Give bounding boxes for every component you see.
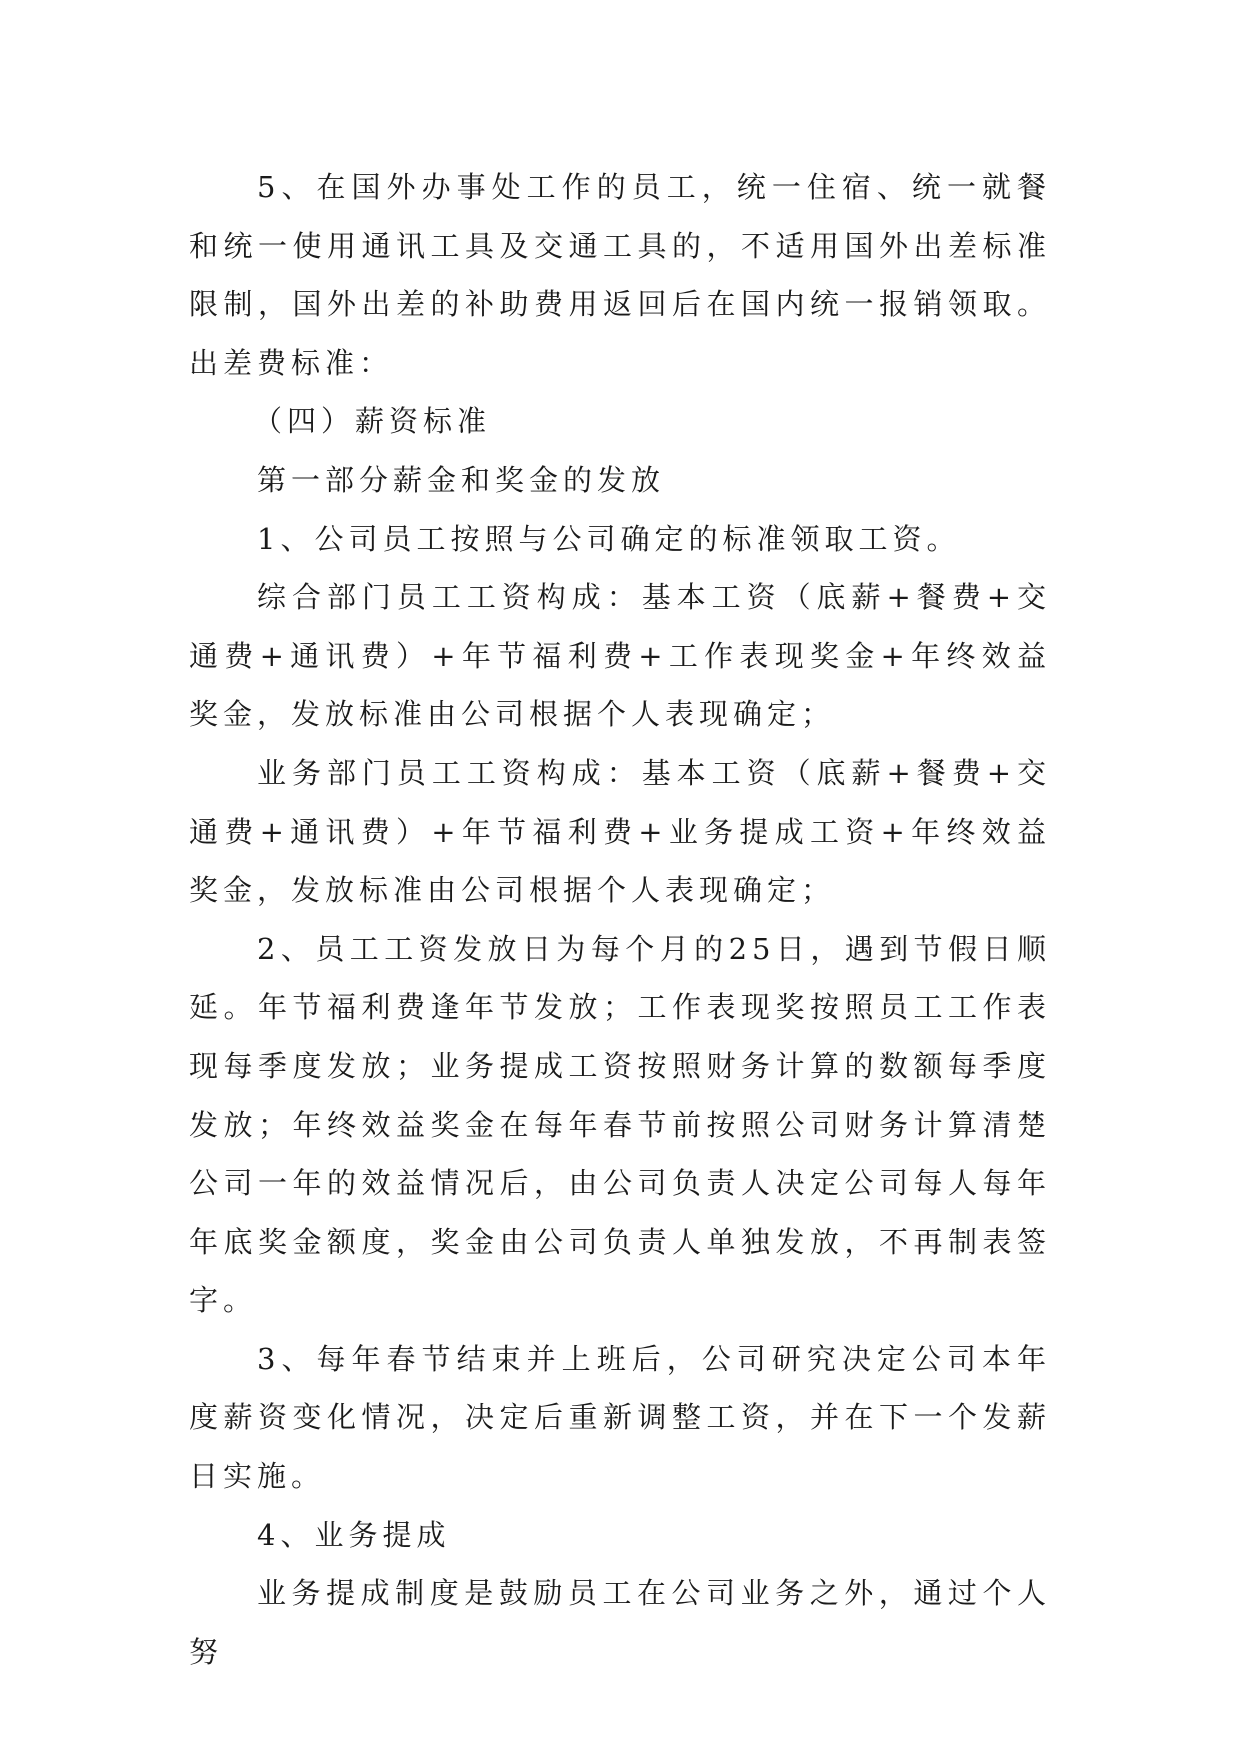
- paragraph-commission-system: 业务提成制度是鼓励员工在公司业务之外，通过个人努: [189, 1576, 1051, 1669]
- paragraph-item-3-adjustment: 3、每年春节结束并上班后，公司研究决定公司本年度薪资变化情况，决定后重新调整工资，并在下一个发薪日实施。: [189, 1341, 1051, 1494]
- paragraph-general-dept-salary: 综合部门员工工资构成：基本工资（底薪+餐费+交通费+通讯费）+年节福利费+工作表现奖金+年终效益奖金，发放标准由公司根据个人表现确定；: [189, 580, 1051, 732]
- paragraph-overseas-office-staff: 5、在国外办事处工作的员工，统一住宿、统一就餐和统一使用通讯工具及交通工具的，不适用国外出差标准限制，国外出差的补助费用返回后在国内统一报销领取。出差费标准：: [189, 170, 1051, 380]
- document-body: [189, 158, 1051, 1681]
- paragraph-item-2-payday: 2、员工工资发放日为每个月的25日，遇到节假日顺延。年节福利费逢年节发放；工作表现奖按照员工工作表现每季度发放；业务提成工资按照财务计算的数额每季度发放；年终效益奖金在每年春节前按照公司财务计算清楚公司一年的效益情况后，由公司负责人决定公司每人每年年底奖金额度，奖金由公司负责人单独发放，不再制表签字。: [189, 931, 1051, 1318]
- paragraph-business-dept-salary: 业务部门员工工资构成：基本工资（底薪+餐费+交通费+通讯费）+年节福利费+业务提成工资+年终效益奖金，发放标准由公司根据个人表现确定；: [189, 755, 1051, 908]
- paragraph-item-4-heading: 4、业务提成: [257, 1517, 451, 1552]
- subsection-heading-salary-bonus: 第一部分薪金和奖金的发放: [257, 462, 666, 497]
- paragraph-item-1: 1、公司员工按照与公司确定的标准领取工资。: [257, 521, 961, 556]
- section-heading-salary-standard: （四）薪资标准: [253, 404, 492, 439]
